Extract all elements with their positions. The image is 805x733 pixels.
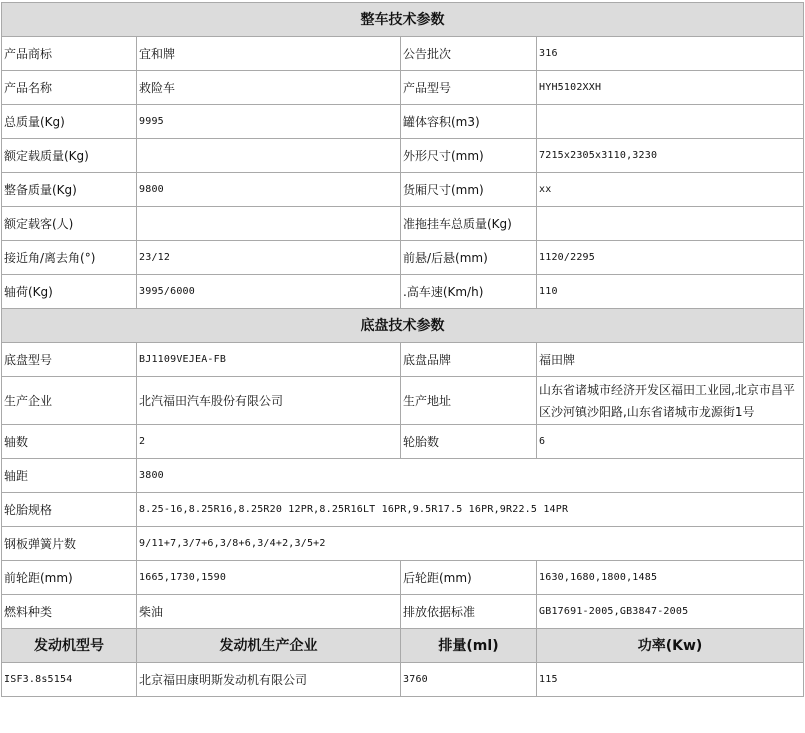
engine-model-value: ISF3.8s5154 <box>2 663 137 697</box>
chassis-fuel-value: 柴油 <box>137 595 401 629</box>
table-row <box>2 207 804 241</box>
engine-header-row <box>2 629 804 663</box>
cell-value <box>137 139 401 173</box>
cell-label: 轴荷(Kg) <box>2 275 137 309</box>
cell-label: 公告批次 <box>401 37 537 71</box>
cell-label: 整备质量(Kg) <box>2 173 137 207</box>
chassis-fuel-label: 燃料种类 <box>2 595 137 629</box>
cell-label: 产品型号 <box>401 71 537 105</box>
cell-value: 316 <box>537 37 804 71</box>
table-row <box>2 105 804 139</box>
cell-value <box>537 207 804 241</box>
table-row <box>2 139 804 173</box>
table-row <box>2 37 804 71</box>
chassis-brand-label: 底盘品牌 <box>401 343 537 377</box>
chassis-emission-label: 排放依据标准 <box>401 595 537 629</box>
cell-value: 110 <box>537 275 804 309</box>
chassis-emission-value: GB17691-2005,GB3847-2005 <box>537 595 804 629</box>
engine-maker-value: 北京福田康明斯发动机有限公司 <box>137 663 401 697</box>
chassis-maker-value: 北汽福田汽车股份有限公司 <box>137 377 401 425</box>
table-row <box>2 71 804 105</box>
table-row <box>2 275 804 309</box>
engine-model-header: 发动机型号 <box>2 629 137 663</box>
table-row <box>2 493 804 527</box>
chassis-section-title: 底盘技术参数 <box>2 309 804 343</box>
chassis-tires-label: 轮胎数 <box>401 425 537 459</box>
cell-value <box>537 105 804 139</box>
cell-label: 准拖挂车总质量(Kg) <box>401 207 537 241</box>
chassis-rear-track-value: 1630,1680,1800,1485 <box>537 561 804 595</box>
engine-displacement-value: 3760 <box>401 663 537 697</box>
engine-power-header: 功率(Kw) <box>537 629 804 663</box>
chassis-tire-spec-value: 8.25-16,8.25R16,8.25R20 12PR,8.25R16LT 16PR,9.5R17.5 16PR,9R22.5 14PR <box>137 493 804 527</box>
cell-label: 总质量(Kg) <box>2 105 137 139</box>
chassis-axles-label: 轴数 <box>2 425 137 459</box>
chassis-address-value: 山东省诸城市经济开发区福田工业园,北京市昌平区沙河镇沙阳路,山东省诸城市龙源街1号 <box>537 377 804 425</box>
table-row <box>2 241 804 275</box>
cell-value: HYH5102XXH <box>537 71 804 105</box>
table-row <box>2 459 804 493</box>
cell-value: 宜和牌 <box>137 37 401 71</box>
chassis-model-label: 底盘型号 <box>2 343 137 377</box>
chassis-wheelbase-value: 3800 <box>137 459 804 493</box>
table-row <box>2 343 804 377</box>
table-row <box>2 425 804 459</box>
cell-label: .高车速(Km/h) <box>401 275 537 309</box>
table-row <box>2 173 804 207</box>
vehicle-section-title: 整车技术参数 <box>2 3 804 37</box>
cell-label: 产品名称 <box>2 71 137 105</box>
chassis-section-header <box>2 309 804 343</box>
engine-displacement-header: 排量(ml) <box>401 629 537 663</box>
cell-label: 前悬/后悬(mm) <box>401 241 537 275</box>
engine-maker-header: 发动机生产企业 <box>137 629 401 663</box>
chassis-address-label: 生产地址 <box>401 377 537 425</box>
chassis-spring-label: 钢板弹簧片数 <box>2 527 137 561</box>
cell-value <box>137 207 401 241</box>
chassis-brand-value: 福田牌 <box>537 343 804 377</box>
table-row <box>2 595 804 629</box>
cell-value: 救险车 <box>137 71 401 105</box>
chassis-tires-value: 6 <box>537 425 804 459</box>
cell-value: 1120/2295 <box>537 241 804 275</box>
chassis-front-track-value: 1665,1730,1590 <box>137 561 401 595</box>
cell-label: 罐体容积(m3) <box>401 105 537 139</box>
cell-label: 额定载客(人) <box>2 207 137 241</box>
cell-label: 产品商标 <box>2 37 137 71</box>
engine-value-row <box>2 663 804 697</box>
cell-label: 货厢尺寸(mm) <box>401 173 537 207</box>
chassis-rear-track-label: 后轮距(mm) <box>401 561 537 595</box>
cell-value: 7215x2305x3110,3230 <box>537 139 804 173</box>
cell-value: 3995/6000 <box>137 275 401 309</box>
chassis-tire-spec-label: 轮胎规格 <box>2 493 137 527</box>
cell-value: xx <box>537 173 804 207</box>
table-row <box>2 377 804 425</box>
chassis-axles-value: 2 <box>137 425 401 459</box>
chassis-wheelbase-label: 轴距 <box>2 459 137 493</box>
spec-table <box>1 2 804 697</box>
engine-power-value: 115 <box>537 663 804 697</box>
table-row <box>2 561 804 595</box>
cell-value: 9800 <box>137 173 401 207</box>
vehicle-section-header <box>2 3 804 37</box>
chassis-maker-label: 生产企业 <box>2 377 137 425</box>
cell-label: 额定载质量(Kg) <box>2 139 137 173</box>
cell-label: 外形尺寸(mm) <box>401 139 537 173</box>
chassis-spring-value: 9/11+7,3/7+6,3/8+6,3/4+2,3/5+2 <box>137 527 804 561</box>
cell-label: 接近角/离去角(°) <box>2 241 137 275</box>
cell-value: 9995 <box>137 105 401 139</box>
chassis-model-value: BJ1109VEJEA-FB <box>137 343 401 377</box>
chassis-front-track-label: 前轮距(mm) <box>2 561 137 595</box>
table-row <box>2 527 804 561</box>
cell-value: 23/12 <box>137 241 401 275</box>
